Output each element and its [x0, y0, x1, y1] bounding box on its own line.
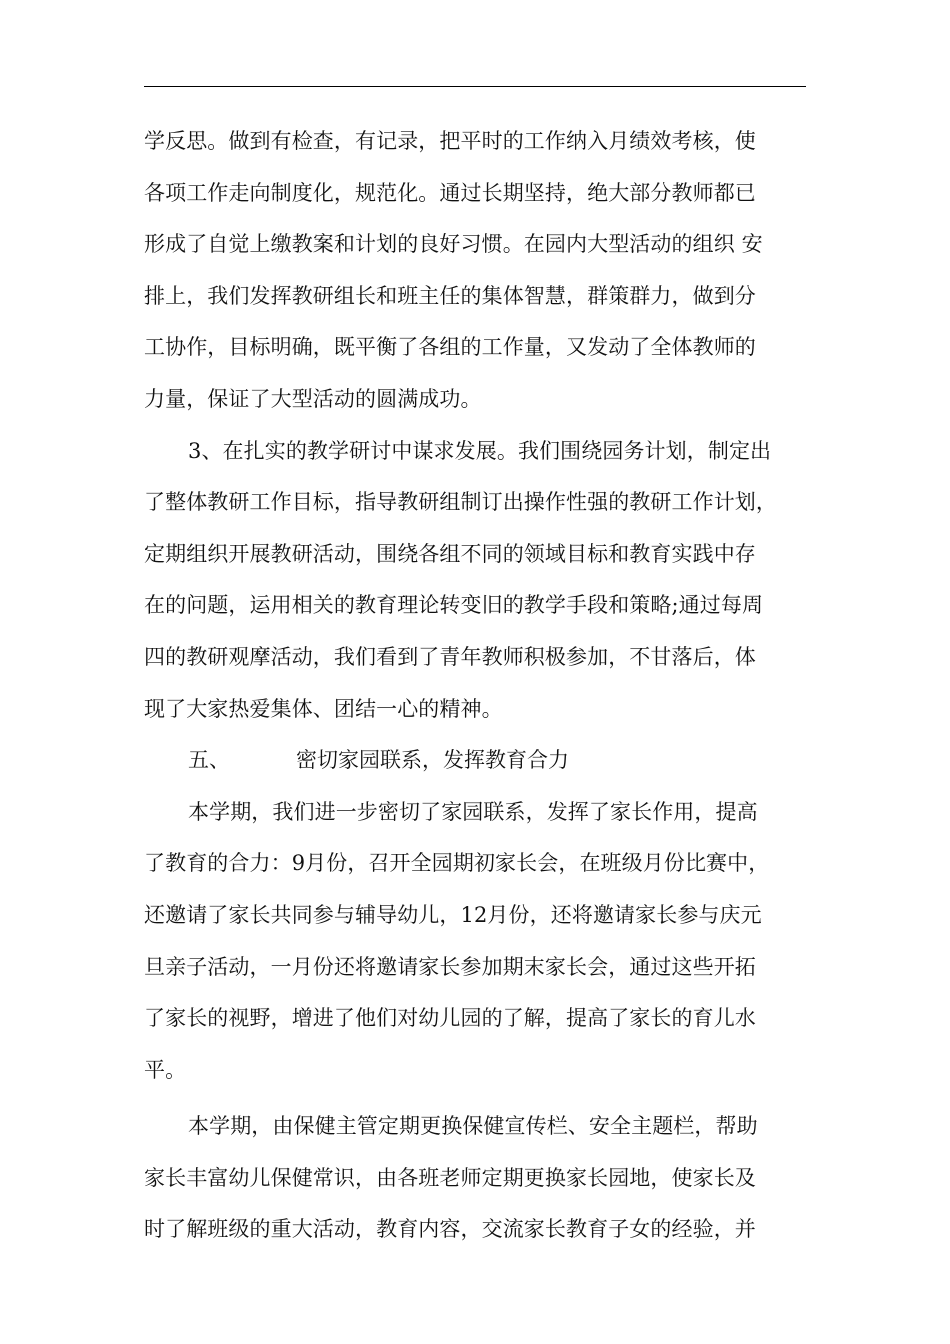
header-rule — [144, 86, 806, 87]
text-line: 还邀请了家长共同参与辅导幼儿，12月份，还将邀请家长参与庆元 — [144, 902, 762, 927]
text-line: 了教育的合力：9月份，召开全园期初家长会，在班级月份比赛中， — [144, 851, 770, 876]
text-line: 了整体教研工作目标，指导教研组制订出操作性强的教研工作计划， — [144, 490, 777, 515]
text-line: 旦亲子活动，一月份还将邀请家长参加期末家长会，通过这些开拓 — [144, 954, 756, 979]
paragraph — [144, 790, 814, 1100]
text-line: 家长丰富幼儿保健常识，由各班老师定期更换家长园地，使家长及 — [144, 1165, 756, 1190]
document-body — [144, 119, 814, 1259]
text-line: 学反思。做到有检查，有记录，把平时的工作纳入月绩效考核，使 — [144, 129, 756, 153]
text-line: 现了大家热爱集体、团结一心的精神。 — [144, 696, 503, 721]
text-line: 形成了自觉上缴教案和计划的良好习惯。在园内大型活动的组织 安 — [144, 232, 763, 257]
text-line: 本学期，我们进一步密切了家园联系，发挥了家长作用，提高 — [188, 799, 758, 824]
text-line: 排上，我们发挥教研组长和班主任的集体智慧，群策群力，做到分 — [144, 283, 756, 308]
text-line: 力量，保证了大型活动的圆满成功。 — [144, 386, 482, 411]
text-line: 在的问题，运用相关的教育理论转变旧的教学手段和策略;通过每周 — [144, 593, 764, 618]
text-line: 了家长的视野，增进了他们对幼儿园的了解，提高了家长的育儿水 — [144, 1006, 756, 1031]
text-line: 工协作，目标明确，既平衡了各组的工作量，又发动了全体教师的 — [144, 335, 756, 360]
text-line: 四的教研观摩活动，我们看到了青年教师积极参加，不甘落后，体 — [144, 644, 756, 669]
paragraph — [144, 1104, 814, 1259]
text-line: 定期组织开展教研活动，围绕各组不同的领域目标和教育实践中存 — [144, 541, 756, 566]
paragraph — [144, 119, 814, 429]
text-line: 3、在扎实的教学研讨中谋求发展。我们围绕园务计划，制定出 — [188, 438, 772, 463]
text-line: 时了解班级的重大活动，教育内容，交流家长教育子女的经验，并 — [144, 1217, 756, 1242]
section-number: 五、 — [188, 748, 230, 773]
text-line: 本学期，由保健主管定期更换保健宣传栏、安全主题栏，帮助 — [188, 1114, 758, 1139]
text-line: 各项工作走向制度化，规范化。通过长期坚持，绝大部分教师都已 — [144, 180, 756, 205]
section-heading — [144, 738, 814, 790]
text-line: 平。 — [144, 1057, 187, 1082]
paragraph — [144, 429, 814, 739]
section-title: 密切家园联系，发挥教育合力 — [296, 748, 569, 773]
